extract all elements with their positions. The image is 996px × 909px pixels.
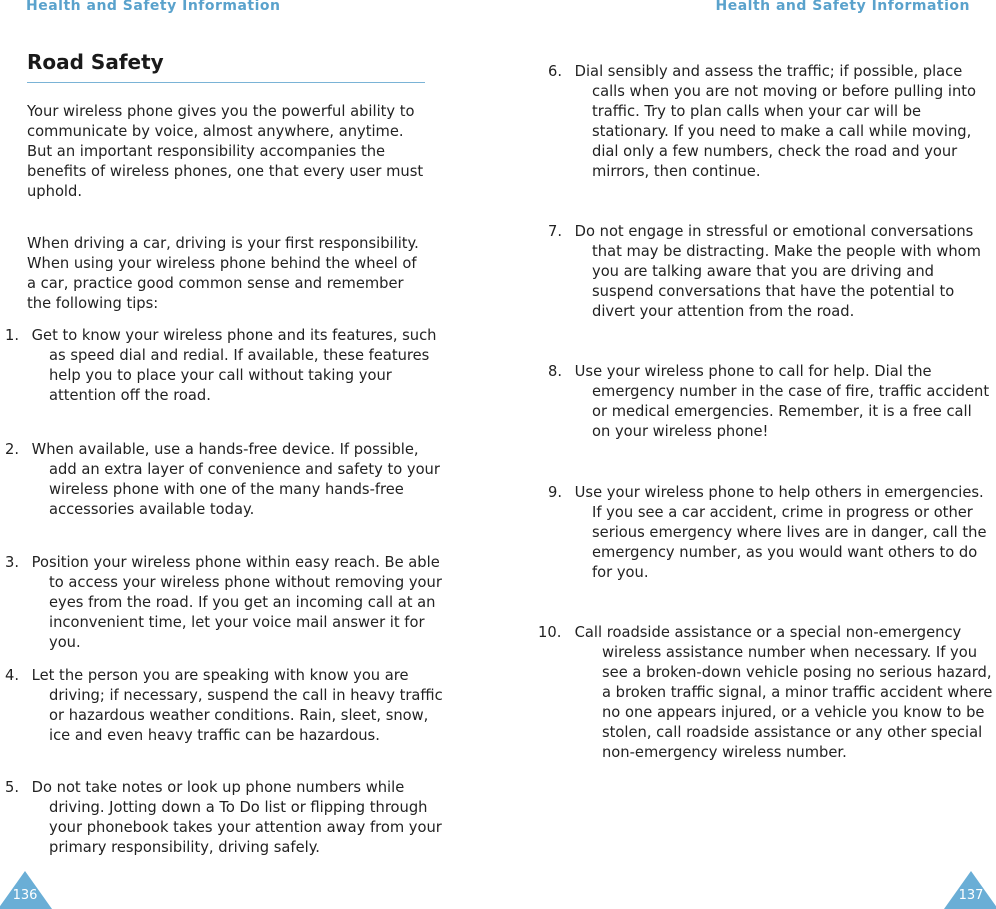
tip-7: 7. Do not engage in stressful or emotional conversations that may be distracting. Make the people with whom you are talking aware that you are driving and suspend conversations that have the potential to divert your attention from the road.	[548, 223, 981, 320]
tip-1: 1. Get to know your wireless phone and its features, such as speed dial and redial. If available, these features help you to place your call without taking your attention off the road.	[5, 327, 437, 404]
tip-8: 8. Use your wireless phone to call for help. Dial the emergency number in the case of fire, traffic accident or medical emergencies. Remember, it is a free call on your wireless phone!	[548, 363, 990, 440]
tip-text: Position your wireless phone within easy reach. Be able to access your wireless phone without removing your eyes from the road. If you get an incoming call at an inconvenient time, let your voice mail answer it for you.	[31, 554, 442, 651]
page-number-left: 136	[12, 888, 38, 903]
tip-text: Dial sensibly and assess the traffic; if possible, place calls when you are not moving or before pulling into traffic. Try to plan calls when your car will be stationary. If you need to make a call while moving, dial only a few numbers, check the road and your mirrors, then continue.	[574, 63, 976, 180]
section-title: Road Safety	[27, 50, 164, 74]
tip-5: 5. Do not take notes or look up phone numbers while driving. Jotting down a To Do list or flipping through your phonebook takes your attention away from your primary responsibility, driving safely.	[5, 779, 442, 856]
intro-paragraph-2: When driving a car, driving is your first responsibility. When using your wireless phone behind the wheel of a car, practice good common sense and remember the following tips:	[27, 235, 419, 312]
tip-text: Call roadside assistance or a special non-emergency wireless assistance number when necessary. If you see a broken-down vehicle posing no serious hazard, a broken traffic signal, a minor traffic accident where no one appears injured, or a vehicle you know to be stolen, call roadside assistance or any other special non-emergency wireless number.	[574, 624, 993, 761]
right-page	[498, 0, 996, 909]
intro-paragraph-1: Your wireless phone gives you the powerful ability to communicate by voice, almost anywhere, anytime. But an important responsibility accompanies the benefits of wireless phones, one that every user must uphold.	[27, 103, 424, 200]
tip-6: 6. Dial sensibly and assess the traffic; if possible, place calls when you are not moving or before pulling into traffic. Try to plan calls when your car will be stationary. If you need to make a call while moving, dial only a few numbers, check the road and your mirrors, then continue.	[548, 63, 976, 180]
tip-text: Let the person you are speaking with know you are driving; if necessary, suspend the call in heavy traffic or hazardous weather conditions. Rain, sleet, snow, ice and even heavy traffic can be hazardous.	[31, 667, 443, 744]
tip-text: Get to know your wireless phone and its features, such as speed dial and redial. If available, these features help you to place your call without taking your attention off the road.	[31, 327, 437, 404]
title-rule	[27, 82, 425, 83]
tip-9: 9. Use your wireless phone to help others in emergencies. If you see a car accident, crime in progress or other serious emergency where lives are in danger, call the emergency number, as you would want others to do for you.	[548, 484, 987, 581]
tip-text: Do not take notes or look up phone numbers while driving. Jotting down a To Do list or flipping through your phonebook takes your attention away from your primary responsibility, driving safely.	[31, 779, 442, 856]
tip-text: Use your wireless phone to help others in emergencies. If you see a car accident, crime in progress or other serious emergency where lives are in danger, call the emergency number, as you would want others to do for you.	[574, 484, 987, 581]
running-head-left: Health and Safety Information	[26, 0, 281, 14]
tip-text: Do not engage in stressful or emotional conversations that may be distracting. Make the people with whom you are talking aware that you are driving and suspend conversations that have the potential to divert your attention from the road.	[574, 223, 981, 320]
page-number-right: 137	[958, 888, 984, 903]
tip-2: 2. When available, use a hands-free device. If possible, add an extra layer of convenience and safety to your wireless phone with one of the many hands-free accessories available today.	[5, 441, 440, 518]
tip-text: Use your wireless phone to call for help. Dial the emergency number in the case of fire, traffic accident or medical emergencies. Remember, it is a free call on your wireless phone!	[574, 363, 990, 440]
tip-10: 10. Call roadside assistance or a special non-emergency wireless assistance number when necessary. If you see a broken-down vehicle posing no serious hazard, a broken traffic signal, a minor traffic accident where no one appears injured, or a vehicle you know to be stolen, call roadside assistance or any other special non-emergency wireless number.	[538, 624, 993, 761]
running-head-right: Health and Safety Information	[715, 0, 970, 14]
tip-4: 4. Let the person you are speaking with know you are driving; if necessary, suspend the call in heavy traffic or hazardous weather conditions. Rain, sleet, snow, ice and even heavy traffic can be hazardous.	[5, 667, 443, 744]
tip-text: When available, use a hands-free device. If possible, add an extra layer of convenience and safety to your wireless phone with one of the many hands-free accessories available today.	[31, 441, 440, 518]
tip-3: 3. Position your wireless phone within easy reach. Be able to access your wireless phone without removing your eyes from the road. If you get an incoming call at an inconvenient time, let your voice mail answer it for you.	[5, 554, 442, 651]
